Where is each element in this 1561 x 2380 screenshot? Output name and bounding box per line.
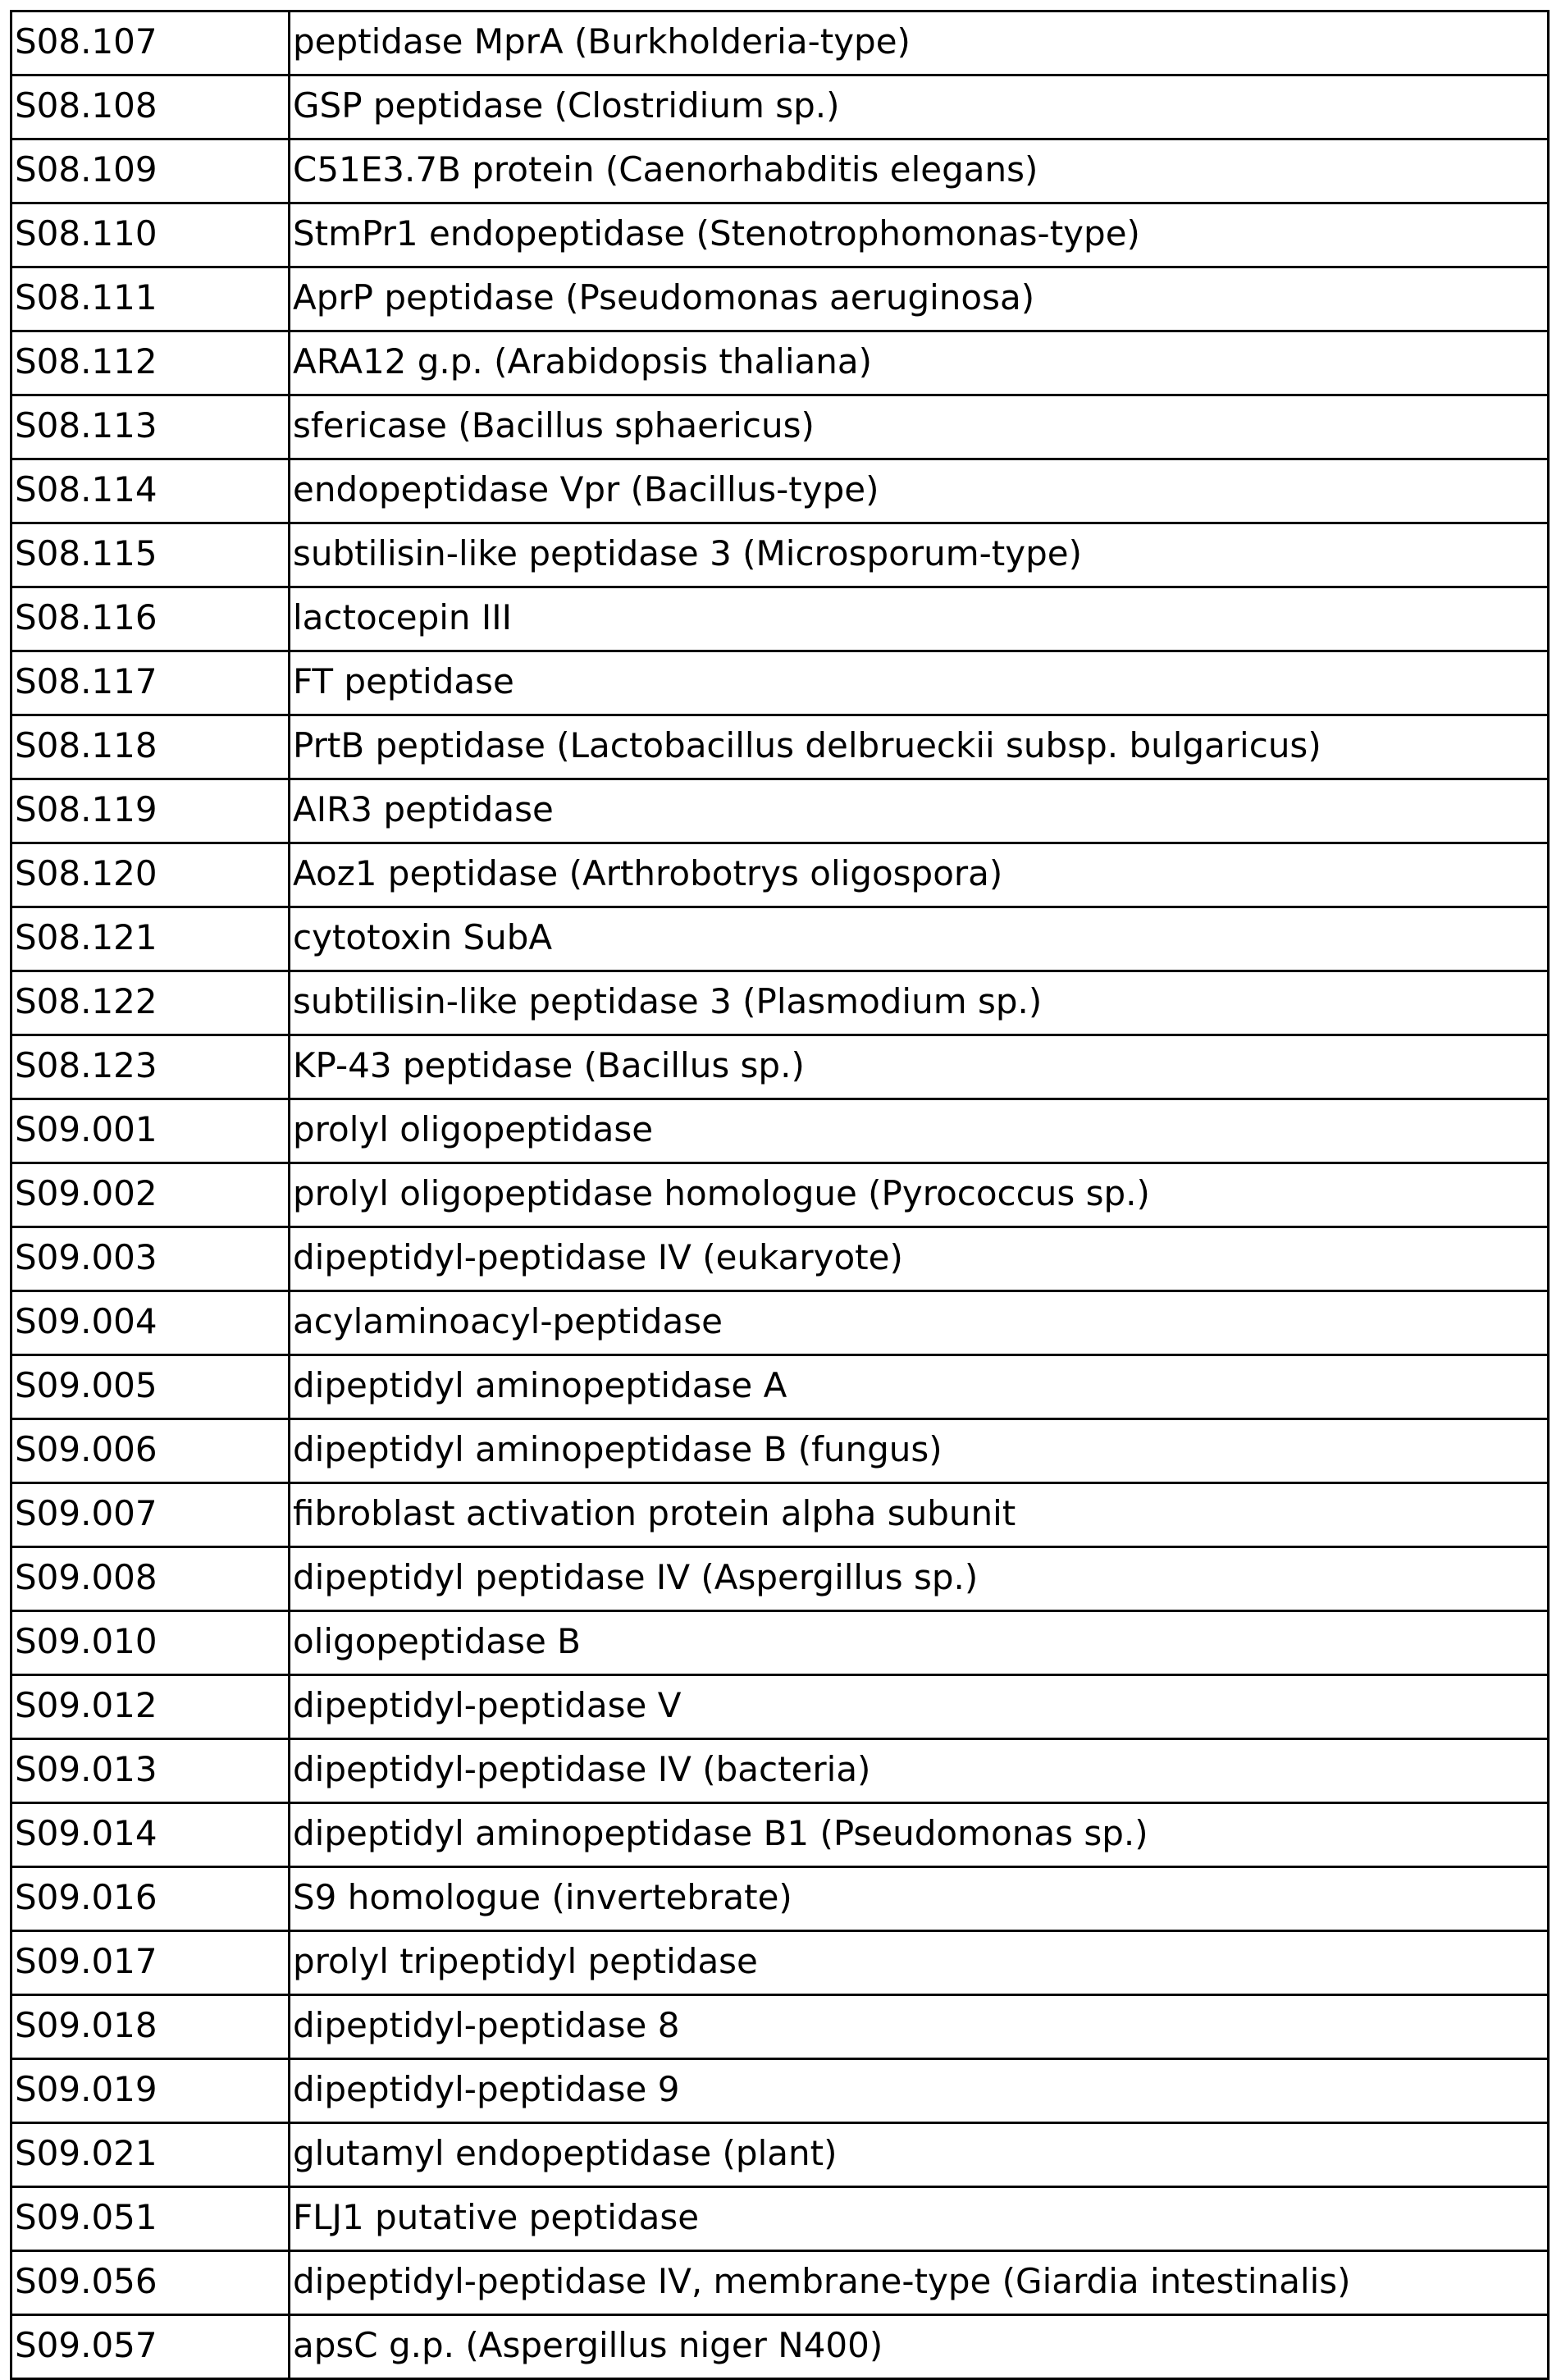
table-row <box>11 2315 1549 2379</box>
peptidase-name-cell: fibroblast activation protein alpha subunit <box>290 1483 1549 1547</box>
peptidase-name-cell: C51E3.7B protein (Caenorhabditis elegans) <box>290 139 1549 203</box>
merops-id-cell: S08.113 <box>11 395 290 459</box>
merops-id-cell: S08.118 <box>11 715 290 779</box>
merops-id-cell: S09.008 <box>11 1547 290 1611</box>
peptidase-name-cell: acylaminoacyl-peptidase <box>290 1291 1549 1355</box>
merops-id-cell: S09.021 <box>11 2123 290 2187</box>
table-row <box>11 1675 1549 1739</box>
table-row <box>11 459 1549 523</box>
merops-id-cell: S08.121 <box>11 907 290 971</box>
peptidase-name-cell: prolyl tripeptidyl peptidase <box>290 1931 1549 1995</box>
table-row <box>11 75 1549 139</box>
merops-id-cell: S09.019 <box>11 2059 290 2123</box>
merops-id-cell: S08.112 <box>11 331 290 395</box>
table-row <box>11 2059 1549 2123</box>
table-row <box>11 1995 1549 2059</box>
peptidase-name-cell: PrtB peptidase (Lactobacillus delbrueckii subsp. bulgaricus) <box>290 715 1549 779</box>
peptidase-name-cell: Aoz1 peptidase (Arthrobotrys oligospora) <box>290 843 1549 907</box>
peptidase-name-cell: dipeptidyl-peptidase 9 <box>290 2059 1549 2123</box>
merops-id-cell: S08.122 <box>11 971 290 1035</box>
table-row <box>11 1867 1549 1931</box>
merops-id-cell: S09.001 <box>11 1099 290 1163</box>
merops-id-cell: S09.002 <box>11 1163 290 1227</box>
table-row <box>11 2251 1549 2315</box>
peptidase-name-cell: FT peptidase <box>290 651 1549 715</box>
table-row <box>11 971 1549 1035</box>
table-row <box>11 1611 1549 1675</box>
table-row <box>11 779 1549 843</box>
merops-id-cell: S09.006 <box>11 1419 290 1483</box>
table-row <box>11 715 1549 779</box>
table-row <box>11 587 1549 651</box>
peptidase-name-cell: GSP peptidase (Clostridium sp.) <box>290 75 1549 139</box>
merops-id-cell: S08.111 <box>11 267 290 331</box>
table-row <box>11 1803 1549 1867</box>
table-row <box>11 907 1549 971</box>
peptidase-name-cell: FLJ1 putative peptidase <box>290 2187 1549 2251</box>
merops-id-cell: S08.120 <box>11 843 290 907</box>
table-row <box>11 1099 1549 1163</box>
table-row <box>11 1163 1549 1227</box>
merops-id-cell: S08.119 <box>11 779 290 843</box>
table-row <box>11 651 1549 715</box>
peptidase-name-cell: dipeptidyl-peptidase IV (eukaryote) <box>290 1227 1549 1291</box>
peptidase-name-cell: subtilisin-like peptidase 3 (Plasmodium sp.) <box>290 971 1549 1035</box>
peptidase-name-cell: AprP peptidase (Pseudomonas aeruginosa) <box>290 267 1549 331</box>
merops-id-cell: S09.018 <box>11 1995 290 2059</box>
table-row <box>11 139 1549 203</box>
table-row <box>11 1739 1549 1803</box>
table-row <box>11 1291 1549 1355</box>
peptidase-name-cell: dipeptidyl aminopeptidase B1 (Pseudomonas sp.) <box>290 1803 1549 1867</box>
table-row <box>11 11 1549 75</box>
peptidase-name-cell: sfericase (Bacillus sphaericus) <box>290 395 1549 459</box>
table-row <box>11 203 1549 267</box>
table-row <box>11 1355 1549 1419</box>
peptidase-name-cell: StmPr1 endopeptidase (Stenotrophomonas-type) <box>290 203 1549 267</box>
merops-id-cell: S08.116 <box>11 587 290 651</box>
table-row <box>11 1227 1549 1291</box>
peptidase-name-cell: glutamyl endopeptidase (plant) <box>290 2123 1549 2187</box>
merops-id-cell: S08.115 <box>11 523 290 587</box>
peptidase-name-cell: dipeptidyl aminopeptidase A <box>290 1355 1549 1419</box>
merops-id-cell: S08.117 <box>11 651 290 715</box>
merops-id-cell: S08.123 <box>11 1035 290 1099</box>
peptidase-name-cell: lactocepin III <box>290 587 1549 651</box>
peptidase-name-cell: subtilisin-like peptidase 3 (Microsporum-type) <box>290 523 1549 587</box>
merops-id-cell: S09.057 <box>11 2315 290 2379</box>
merops-id-cell: S09.003 <box>11 1227 290 1291</box>
table-row <box>11 1035 1549 1099</box>
merops-id-cell: S09.056 <box>11 2251 290 2315</box>
merops-id-cell: S09.005 <box>11 1355 290 1419</box>
table-row <box>11 843 1549 907</box>
merops-id-cell: S08.108 <box>11 75 290 139</box>
peptidase-name-cell: prolyl oligopeptidase homologue (Pyrococcus sp.) <box>290 1163 1549 1227</box>
peptidase-name-cell: dipeptidyl-peptidase 8 <box>290 1995 1549 2059</box>
peptidase-name-cell: peptidase MprA (Burkholderia-type) <box>290 11 1549 75</box>
peptidase-name-cell: ARA12 g.p. (Arabidopsis thaliana) <box>290 331 1549 395</box>
table-row <box>11 2123 1549 2187</box>
merops-id-cell: S09.007 <box>11 1483 290 1547</box>
peptidase-name-cell: endopeptidase Vpr (Bacillus-type) <box>290 459 1549 523</box>
table-row <box>11 523 1549 587</box>
merops-id-cell: S08.107 <box>11 11 290 75</box>
peptidase-name-cell: S9 homologue (invertebrate) <box>290 1867 1549 1931</box>
merops-id-cell: S09.051 <box>11 2187 290 2251</box>
peptidase-name-cell: dipeptidyl aminopeptidase B (fungus) <box>290 1419 1549 1483</box>
peptidase-name-cell: dipeptidyl peptidase IV (Aspergillus sp.) <box>290 1547 1549 1611</box>
peptidase-name-cell: oligopeptidase B <box>290 1611 1549 1675</box>
table-row <box>11 1547 1549 1611</box>
peptidase-name-cell: dipeptidyl-peptidase V <box>290 1675 1549 1739</box>
table-row <box>11 2187 1549 2251</box>
peptidase-name-cell: AIR3 peptidase <box>290 779 1549 843</box>
table-row <box>11 267 1549 331</box>
peptidase-name-cell: prolyl oligopeptidase <box>290 1099 1549 1163</box>
peptidase-name-cell: dipeptidyl-peptidase IV, membrane-type (Giardia intestinalis) <box>290 2251 1549 2315</box>
peptidase-name-cell: apsC g.p. (Aspergillus niger N400) <box>290 2315 1549 2379</box>
table-body <box>11 11 1549 2379</box>
peptidase-name-cell: dipeptidyl-peptidase IV (bacteria) <box>290 1739 1549 1803</box>
merops-id-cell: S08.109 <box>11 139 290 203</box>
merops-id-cell: S09.004 <box>11 1291 290 1355</box>
table-row <box>11 1483 1549 1547</box>
merops-id-cell: S09.016 <box>11 1867 290 1931</box>
merops-id-cell: S09.012 <box>11 1675 290 1739</box>
table-row <box>11 331 1549 395</box>
merops-id-cell: S09.017 <box>11 1931 290 1995</box>
merops-id-cell: S08.110 <box>11 203 290 267</box>
table-row <box>11 1931 1549 1995</box>
peptidase-name-cell: cytotoxin SubA <box>290 907 1549 971</box>
merops-id-cell: S09.014 <box>11 1803 290 1867</box>
merops-id-cell: S08.114 <box>11 459 290 523</box>
peptidase-name-cell: KP-43 peptidase (Bacillus sp.) <box>290 1035 1549 1099</box>
peptidase-table <box>10 10 1550 2380</box>
table-row <box>11 1419 1549 1483</box>
merops-id-cell: S09.010 <box>11 1611 290 1675</box>
table-row <box>11 395 1549 459</box>
merops-id-cell: S09.013 <box>11 1739 290 1803</box>
